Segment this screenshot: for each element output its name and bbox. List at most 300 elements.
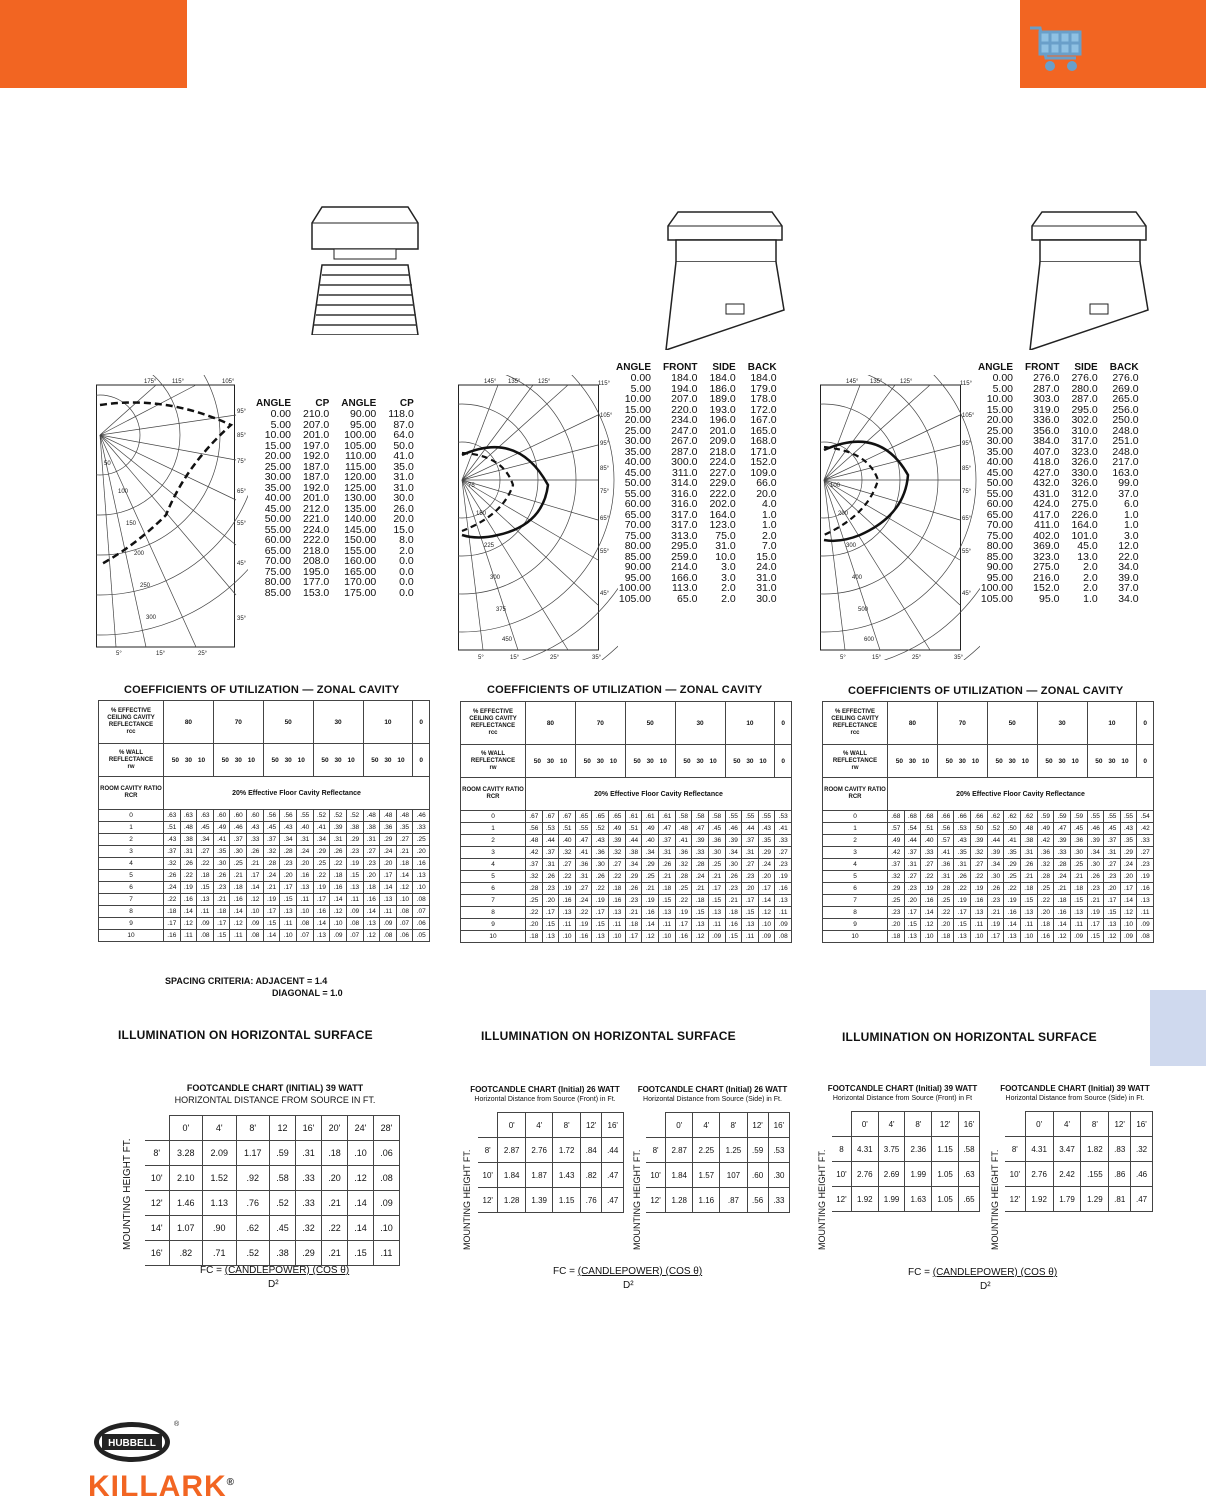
cu-data-cell: .35	[396, 822, 413, 834]
cu-data-cell: .19	[575, 919, 592, 931]
cp-cell: 207.0	[671, 393, 698, 405]
cu-data-cell: .45	[708, 823, 725, 835]
cp-cell: 24.0	[756, 561, 777, 573]
cu-data-cell: .38	[180, 834, 197, 846]
cu-data-cell: .15	[263, 918, 280, 930]
cu-data-row	[823, 931, 1154, 943]
cp-cell: 87.0	[393, 418, 414, 431]
cp-cell: 195.0	[303, 565, 330, 578]
cu-data-row	[823, 811, 1154, 823]
cp-cell: 316.0	[671, 498, 698, 510]
cp-cell: 314.0	[671, 477, 698, 489]
cu-data-cell: .16	[330, 882, 347, 894]
cu-data-cell: .15	[213, 930, 230, 942]
cu-data-cell: .34	[1087, 847, 1104, 859]
cu-data-cell: .15	[1070, 895, 1087, 907]
cp-cell: 90.00	[350, 408, 377, 420]
fc-cell: .76	[236, 1191, 269, 1216]
footcandle-table-2b	[646, 1112, 790, 1213]
cu-data-cell: .10	[1020, 931, 1037, 943]
cp-row	[250, 451, 420, 462]
cu-data-row	[99, 846, 430, 858]
cu-rcr-value: 7	[461, 895, 526, 907]
cp-cell: 31.0	[756, 582, 777, 594]
cu-data-cell: .16	[642, 907, 659, 919]
cp-cell: 221.0	[303, 513, 330, 525]
cu-data-row	[823, 907, 1154, 919]
cp-cell: 184.0	[709, 372, 736, 384]
cu-data-cell: .42	[1137, 823, 1154, 835]
cu-data-cell: .60	[230, 810, 247, 822]
cp-cell: 214.0	[671, 561, 698, 573]
cu-data-cell: .41	[675, 835, 692, 847]
cu-data-cell: .29	[313, 846, 330, 858]
cp-cell: 275.0	[1071, 498, 1098, 510]
cu-data-cell: .32	[559, 847, 576, 859]
fc-cell: .47	[602, 1188, 624, 1213]
cu-data-cell: .18	[692, 895, 709, 907]
fc-corner	[145, 1116, 169, 1141]
cu-data-cell: .20	[526, 919, 543, 931]
cu-data-cell: .56	[526, 823, 543, 835]
fc-header-row	[1005, 1112, 1153, 1137]
cu-data-cell: .33	[413, 822, 430, 834]
fc-cell: .62	[236, 1216, 269, 1241]
cu-data-cell: .20	[380, 858, 397, 870]
cu-data-cell: .49	[888, 835, 905, 847]
cu-data-cell: .50	[971, 823, 988, 835]
cu-data-cell: .61	[625, 811, 642, 823]
cu-data-cell: .27	[363, 846, 380, 858]
cu-data-cell: .15	[197, 882, 214, 894]
cu-data-cell: .63	[180, 810, 197, 822]
cu-wall-label-text: % WALL REFLECTANCE	[832, 750, 878, 764]
fc-cell: 3.28	[169, 1141, 202, 1166]
cu-data-cell: .62	[987, 811, 1004, 823]
fc-row	[832, 1187, 980, 1212]
fc-cell: .58	[958, 1137, 979, 1162]
fc-cell: .82	[580, 1163, 602, 1188]
cu-data-cell: .06	[413, 918, 430, 930]
cp-cell: 326.0	[1071, 456, 1098, 468]
cu-data-cell: .19	[263, 894, 280, 906]
cp-cell: 100.00	[344, 429, 377, 441]
hubbell-logo[interactable]	[90, 1418, 240, 1468]
cu-data-cell: .60	[247, 810, 264, 822]
cu-data-cell: .18	[609, 883, 626, 895]
cp-cell: 115.00	[344, 460, 377, 473]
cu-data-cell: .39	[987, 847, 1004, 859]
cu-data-cell: .14	[642, 919, 659, 931]
fc-cell: .32	[295, 1216, 321, 1241]
cp-cell: 295.0	[671, 540, 698, 552]
fc-cell: 2.42	[1053, 1162, 1081, 1187]
polar-label: 135°	[870, 379, 883, 385]
cu-data-cell: .17	[625, 931, 642, 943]
cu-data-cell: .44	[904, 835, 921, 847]
cp-cell: 2.0	[1083, 571, 1098, 584]
footcandle-table-2a	[478, 1112, 624, 1213]
cu-rcr-value: 8	[461, 907, 526, 919]
cu-data-cell: .14	[921, 907, 938, 919]
shopping-cart-icon[interactable]	[1026, 14, 1086, 78]
cu-data-cell: .08	[247, 930, 264, 942]
fixture-drawing-1	[300, 195, 440, 335]
cu-data-cell: .14	[363, 906, 380, 918]
formula-1	[200, 1265, 349, 1276]
cu-data-cell: .25	[937, 895, 954, 907]
killark-brand[interactable]	[88, 1470, 235, 1504]
cu-rcr-value: 8	[823, 907, 888, 919]
cp-row	[610, 520, 783, 531]
cu-data-cell: .31	[904, 859, 921, 871]
fc-cell: 1.72	[553, 1138, 580, 1163]
cu-data-cell: .17	[758, 883, 775, 895]
cu-data-cell: .23	[625, 895, 642, 907]
cu-data-cell: .47	[1054, 823, 1071, 835]
fc-header-cell: 8'	[236, 1116, 269, 1141]
cp-cell: 316.0	[671, 487, 698, 500]
fc-header-cell: 16'	[602, 1113, 624, 1138]
cp-cell: 31.0	[393, 481, 414, 494]
fc-cell: 1.82	[1081, 1137, 1109, 1162]
cu-rcr-value: 3	[823, 847, 888, 859]
cp-cell: 165.0	[750, 424, 777, 437]
cp-cell: 2.0	[721, 592, 736, 605]
cu-wall-label	[99, 744, 164, 777]
cu-data-cell: .15	[954, 919, 971, 931]
cp-cell: 153.0	[303, 586, 330, 599]
cu-data-cell: .34	[642, 847, 659, 859]
cu-data-cell: .37	[526, 859, 543, 871]
cu-data-cell: .17	[1120, 883, 1137, 895]
cu-data-cell: .36	[937, 859, 954, 871]
fc-cell: 1.25	[720, 1138, 747, 1163]
cp-row	[250, 472, 420, 483]
cu-data-cell: .30	[987, 871, 1004, 883]
cu-data-row	[461, 811, 792, 823]
polar-label: 145°	[846, 379, 859, 385]
cu-rcr-label	[823, 778, 888, 811]
cu-data-cell: .66	[937, 811, 954, 823]
illumination-heading-2: ILLUMINATION ON HORIZONTAL SURFACE	[481, 1029, 736, 1043]
cu-data-cell: .23	[363, 858, 380, 870]
cu-data-cell: .23	[1137, 859, 1154, 871]
cu-data-cell: .53	[775, 811, 792, 823]
cu-data-cell: .13	[692, 919, 709, 931]
fc-header-cell: 0'	[1025, 1112, 1053, 1137]
cu-data-cell: .26	[164, 870, 181, 882]
cu-data-row	[823, 871, 1154, 883]
cu-data-cell: .15	[692, 907, 709, 919]
fc-cell: .33	[768, 1188, 789, 1213]
cp-row	[972, 373, 1145, 384]
cu-ceiling-row	[823, 702, 1154, 745]
fc-header-cell: 12'	[747, 1113, 768, 1138]
cu-data-cell: .29	[625, 871, 642, 883]
cu-data-cell: .09	[330, 930, 347, 942]
cp-cell: 145.00	[344, 523, 377, 536]
cp-cell: 105.00	[618, 592, 651, 605]
cu-data-cell: .35	[758, 835, 775, 847]
cu-ceiling-value: 30	[675, 702, 725, 745]
cu-data-cell: .36	[675, 847, 692, 859]
fc-cell: .06	[373, 1141, 399, 1166]
cu-data-cell: .29	[888, 883, 905, 895]
cu-data-row	[99, 894, 430, 906]
fc-cell: .20	[321, 1166, 347, 1191]
fc-cell: .11	[373, 1241, 399, 1266]
cu-wall-value: 50 30 10	[313, 744, 363, 777]
cu-title-3: COEFFICIENTS OF UTILIZATION — ZONAL CAVITY	[848, 685, 1124, 697]
cp-row	[972, 562, 1145, 573]
cu-data-cell: .21	[725, 895, 742, 907]
cu-data-cell: .33	[921, 847, 938, 859]
cu-data-cell: .12	[180, 918, 197, 930]
cu-data-cell: .41	[213, 834, 230, 846]
cu-wall-label-sub: rw	[489, 764, 497, 771]
cp-cell: 224.0	[709, 456, 736, 468]
cu-data-cell: .16	[1004, 907, 1021, 919]
cu-ceiling-row	[461, 702, 792, 745]
cu-data-cell: .12	[247, 894, 264, 906]
cp-row	[972, 520, 1145, 531]
cu-data-cell: .18	[888, 931, 905, 943]
polar-label: 55°	[237, 521, 247, 527]
cp-row	[250, 493, 420, 504]
cu-data-cell: .16	[675, 931, 692, 943]
cu-data-cell: .18	[363, 882, 380, 894]
cu-data-row	[823, 859, 1154, 871]
cp-cell: 35.0	[393, 460, 414, 473]
cu-rcr-value: 4	[823, 859, 888, 871]
fc-cell: .155	[1081, 1162, 1109, 1187]
cu-data-cell: .30	[230, 846, 247, 858]
fc-cell: 2.09	[203, 1141, 236, 1166]
cu-rcr-value: 4	[461, 859, 526, 871]
cp-cell: 70.00	[624, 519, 651, 531]
cu-data-cell: .60	[213, 810, 230, 822]
cu-data-cell: .26	[1087, 871, 1104, 883]
cu-data-cell: .22	[330, 858, 347, 870]
cu-data-cell: .59	[1054, 811, 1071, 823]
cp-cell: 80.00	[624, 540, 651, 552]
polar-label: 65°	[237, 489, 247, 495]
cu-data-cell: .14	[1054, 919, 1071, 931]
cu-wall-row	[823, 745, 1154, 778]
formula-2	[553, 1266, 702, 1277]
cp-cell: 152.0	[750, 456, 777, 468]
fc-row	[478, 1188, 624, 1213]
fc-title-2b: FOOTCANDLE CHART (Initial) 26 WATT	[637, 1085, 788, 1094]
fc-title-1: FOOTCANDLE CHART (INITIAL) 39 WATT	[186, 1083, 364, 1093]
cp-cell: 100.00	[980, 582, 1013, 594]
cp-cell: 13.0	[1077, 550, 1098, 563]
polar-label: 145°	[484, 379, 497, 385]
cu-data-cell: .13	[1070, 907, 1087, 919]
polar-label: 105°	[222, 379, 235, 385]
polar-label: 75°	[237, 459, 247, 465]
cu-data-cell: .63	[197, 810, 214, 822]
cp-cell: 287.0	[1071, 393, 1098, 405]
cp-cell: 30.00	[264, 471, 291, 483]
cu-data-cell: .21	[247, 858, 264, 870]
cp-cell: 20.00	[264, 450, 291, 462]
cu-data-cell: .68	[904, 811, 921, 823]
fc-row	[1005, 1137, 1153, 1162]
cp-header-cell: CP	[315, 398, 330, 409]
cu-ceiling-value: 80	[164, 701, 214, 744]
cp-cell: 171.0	[750, 445, 777, 458]
cu-rcr-value: 1	[99, 822, 164, 834]
cu-data-cell: .25	[642, 871, 659, 883]
cp-cell: 175.00	[344, 586, 377, 599]
cp-cell: 317.0	[671, 508, 698, 521]
cp-cell: 220.0	[671, 403, 698, 416]
cu-data-cell: .55	[1104, 811, 1121, 823]
cu-data-cell: .55	[1120, 811, 1137, 823]
cu-data-cell: .26	[954, 871, 971, 883]
cu-rcr-value: 6	[461, 883, 526, 895]
cu-data-cell: .39	[971, 835, 988, 847]
cu-wall-label-sub: rw	[127, 763, 135, 770]
cu-data-cell: .19	[971, 883, 988, 895]
cp-cell: 75.0	[715, 529, 736, 542]
mounting-height-label-3b: MOUNTING HEIGHT FT.	[990, 1149, 1000, 1250]
cp-row	[610, 436, 783, 447]
cp-cell: 287.0	[1033, 382, 1060, 395]
cp-cell: 201.0	[303, 429, 330, 441]
cu-data-cell: .26	[213, 870, 230, 882]
cu-data-cell: .23	[346, 846, 363, 858]
polar-label: 375	[496, 607, 507, 613]
cu-data-cell: .28	[280, 846, 297, 858]
cp-cell: 123.0	[709, 519, 736, 531]
cu-rcr-value: 2	[99, 834, 164, 846]
fc-cell: .87	[720, 1188, 747, 1213]
cu-data-cell: .24	[575, 895, 592, 907]
cu-data-cell: .55	[758, 811, 775, 823]
cu-data-cell: .12	[1054, 931, 1071, 943]
cu-data-cell: .20	[363, 870, 380, 882]
cp-cell: 178.0	[750, 393, 777, 405]
cu-data-cell: .43	[280, 822, 297, 834]
cu-data-cell: .13	[346, 882, 363, 894]
polar-diagram-1	[96, 375, 248, 655]
candlepower-table-2	[610, 362, 783, 604]
cu-data-cell: .09	[247, 918, 264, 930]
cu-data-cell: .48	[675, 823, 692, 835]
fc-cell: 2.10	[169, 1166, 202, 1191]
formula-lhs: FC =	[908, 1267, 930, 1278]
fc-cell: 1.16	[693, 1188, 720, 1213]
cu-rcr-value: 10	[99, 930, 164, 942]
polar-label: 450	[502, 637, 513, 643]
cu-data-cell: .18	[396, 858, 413, 870]
cu-data-cell: .13	[197, 894, 214, 906]
cp-cell: 30.00	[986, 435, 1013, 447]
fc-cell: .44	[602, 1138, 624, 1163]
cp-cell: 55.00	[264, 523, 291, 536]
fc-cell: .38	[269, 1241, 295, 1266]
side-section-tab[interactable]	[1150, 990, 1206, 1066]
polar-label: 5°	[840, 655, 846, 660]
cu-data-cell: .14	[313, 918, 330, 930]
cu-data-cell: .14	[230, 906, 247, 918]
cu-data-cell: .32	[888, 871, 905, 883]
cp-cell: 3.0	[721, 561, 736, 573]
cu-data-cell: .30	[1087, 859, 1104, 871]
cp-row	[972, 499, 1145, 510]
cu-data-cell: .46	[725, 823, 742, 835]
cu-data-cell: .18	[1070, 883, 1087, 895]
cp-cell: 113.0	[671, 582, 698, 594]
cp-cell: 202.0	[709, 498, 736, 510]
cu-data-cell: .23	[213, 882, 230, 894]
cu-data-row	[461, 835, 792, 847]
cu-data-cell: .37	[904, 847, 921, 859]
cu-data-cell: .56	[263, 810, 280, 822]
cu-data-row	[461, 895, 792, 907]
polar-label: 135°	[508, 379, 521, 385]
cu-data-cell: .14	[1120, 895, 1137, 907]
formula-lhs: FC =	[200, 1265, 222, 1276]
cu-data-cell: .36	[1070, 835, 1087, 847]
cp-cell: 424.0	[1033, 498, 1060, 510]
cu-data-cell: .21	[1020, 871, 1037, 883]
cu-data-cell: .58	[675, 811, 692, 823]
cu-ceiling-label-text: % EFFECTIVE CEILING CAVITY REFLECTANCE	[469, 709, 517, 729]
cp-cell: 172.0	[750, 403, 777, 416]
cu-data-cell: .45	[197, 822, 214, 834]
fc-header-cell: 8'	[720, 1113, 747, 1138]
cp-cell: 319.0	[1033, 403, 1060, 416]
cu-wall-value: 50 30 10	[1037, 745, 1087, 778]
cp-cell: 186.0	[709, 382, 736, 395]
fc-cell: .09	[373, 1191, 399, 1216]
fc-height-label: 10'	[478, 1163, 498, 1188]
cu-data-cell: .13	[413, 870, 430, 882]
cu-data-cell: .56	[937, 823, 954, 835]
cp-cell: 179.0	[750, 382, 777, 395]
cu-data-cell: .22	[592, 883, 609, 895]
cp-cell: 65.00	[624, 508, 651, 521]
cp-cell: 100.00	[618, 582, 651, 594]
cu-data-cell: .21	[708, 871, 725, 883]
cu-ceiling-value: 70	[937, 702, 987, 745]
cu-wall-value: 50 30 10	[363, 744, 413, 777]
cu-data-cell: .33	[775, 835, 792, 847]
cu-data-cell: .12	[921, 919, 938, 931]
cp-cell: 302.0	[1071, 414, 1098, 426]
killark-name: KILLARK	[88, 1470, 227, 1503]
cu-data-row	[823, 919, 1154, 931]
polar-label: 45°	[237, 561, 247, 567]
cu-data-cell: .17	[263, 906, 280, 918]
cu-data-cell: .20	[296, 858, 313, 870]
cp-cell: 2.0	[399, 544, 414, 557]
cu-data-cell: .19	[559, 883, 576, 895]
cp-cell: 34.0	[1118, 561, 1139, 573]
cp-cell: 267.0	[671, 435, 698, 447]
fc-row	[1005, 1162, 1153, 1187]
fc-cell: .63	[958, 1162, 979, 1187]
cu-data-cell: .27	[396, 834, 413, 846]
cu-data-cell: .21	[213, 894, 230, 906]
fc-cell: .90	[203, 1216, 236, 1241]
cu-data-cell: .10	[609, 931, 626, 943]
cp-cell: 336.0	[1033, 414, 1060, 426]
